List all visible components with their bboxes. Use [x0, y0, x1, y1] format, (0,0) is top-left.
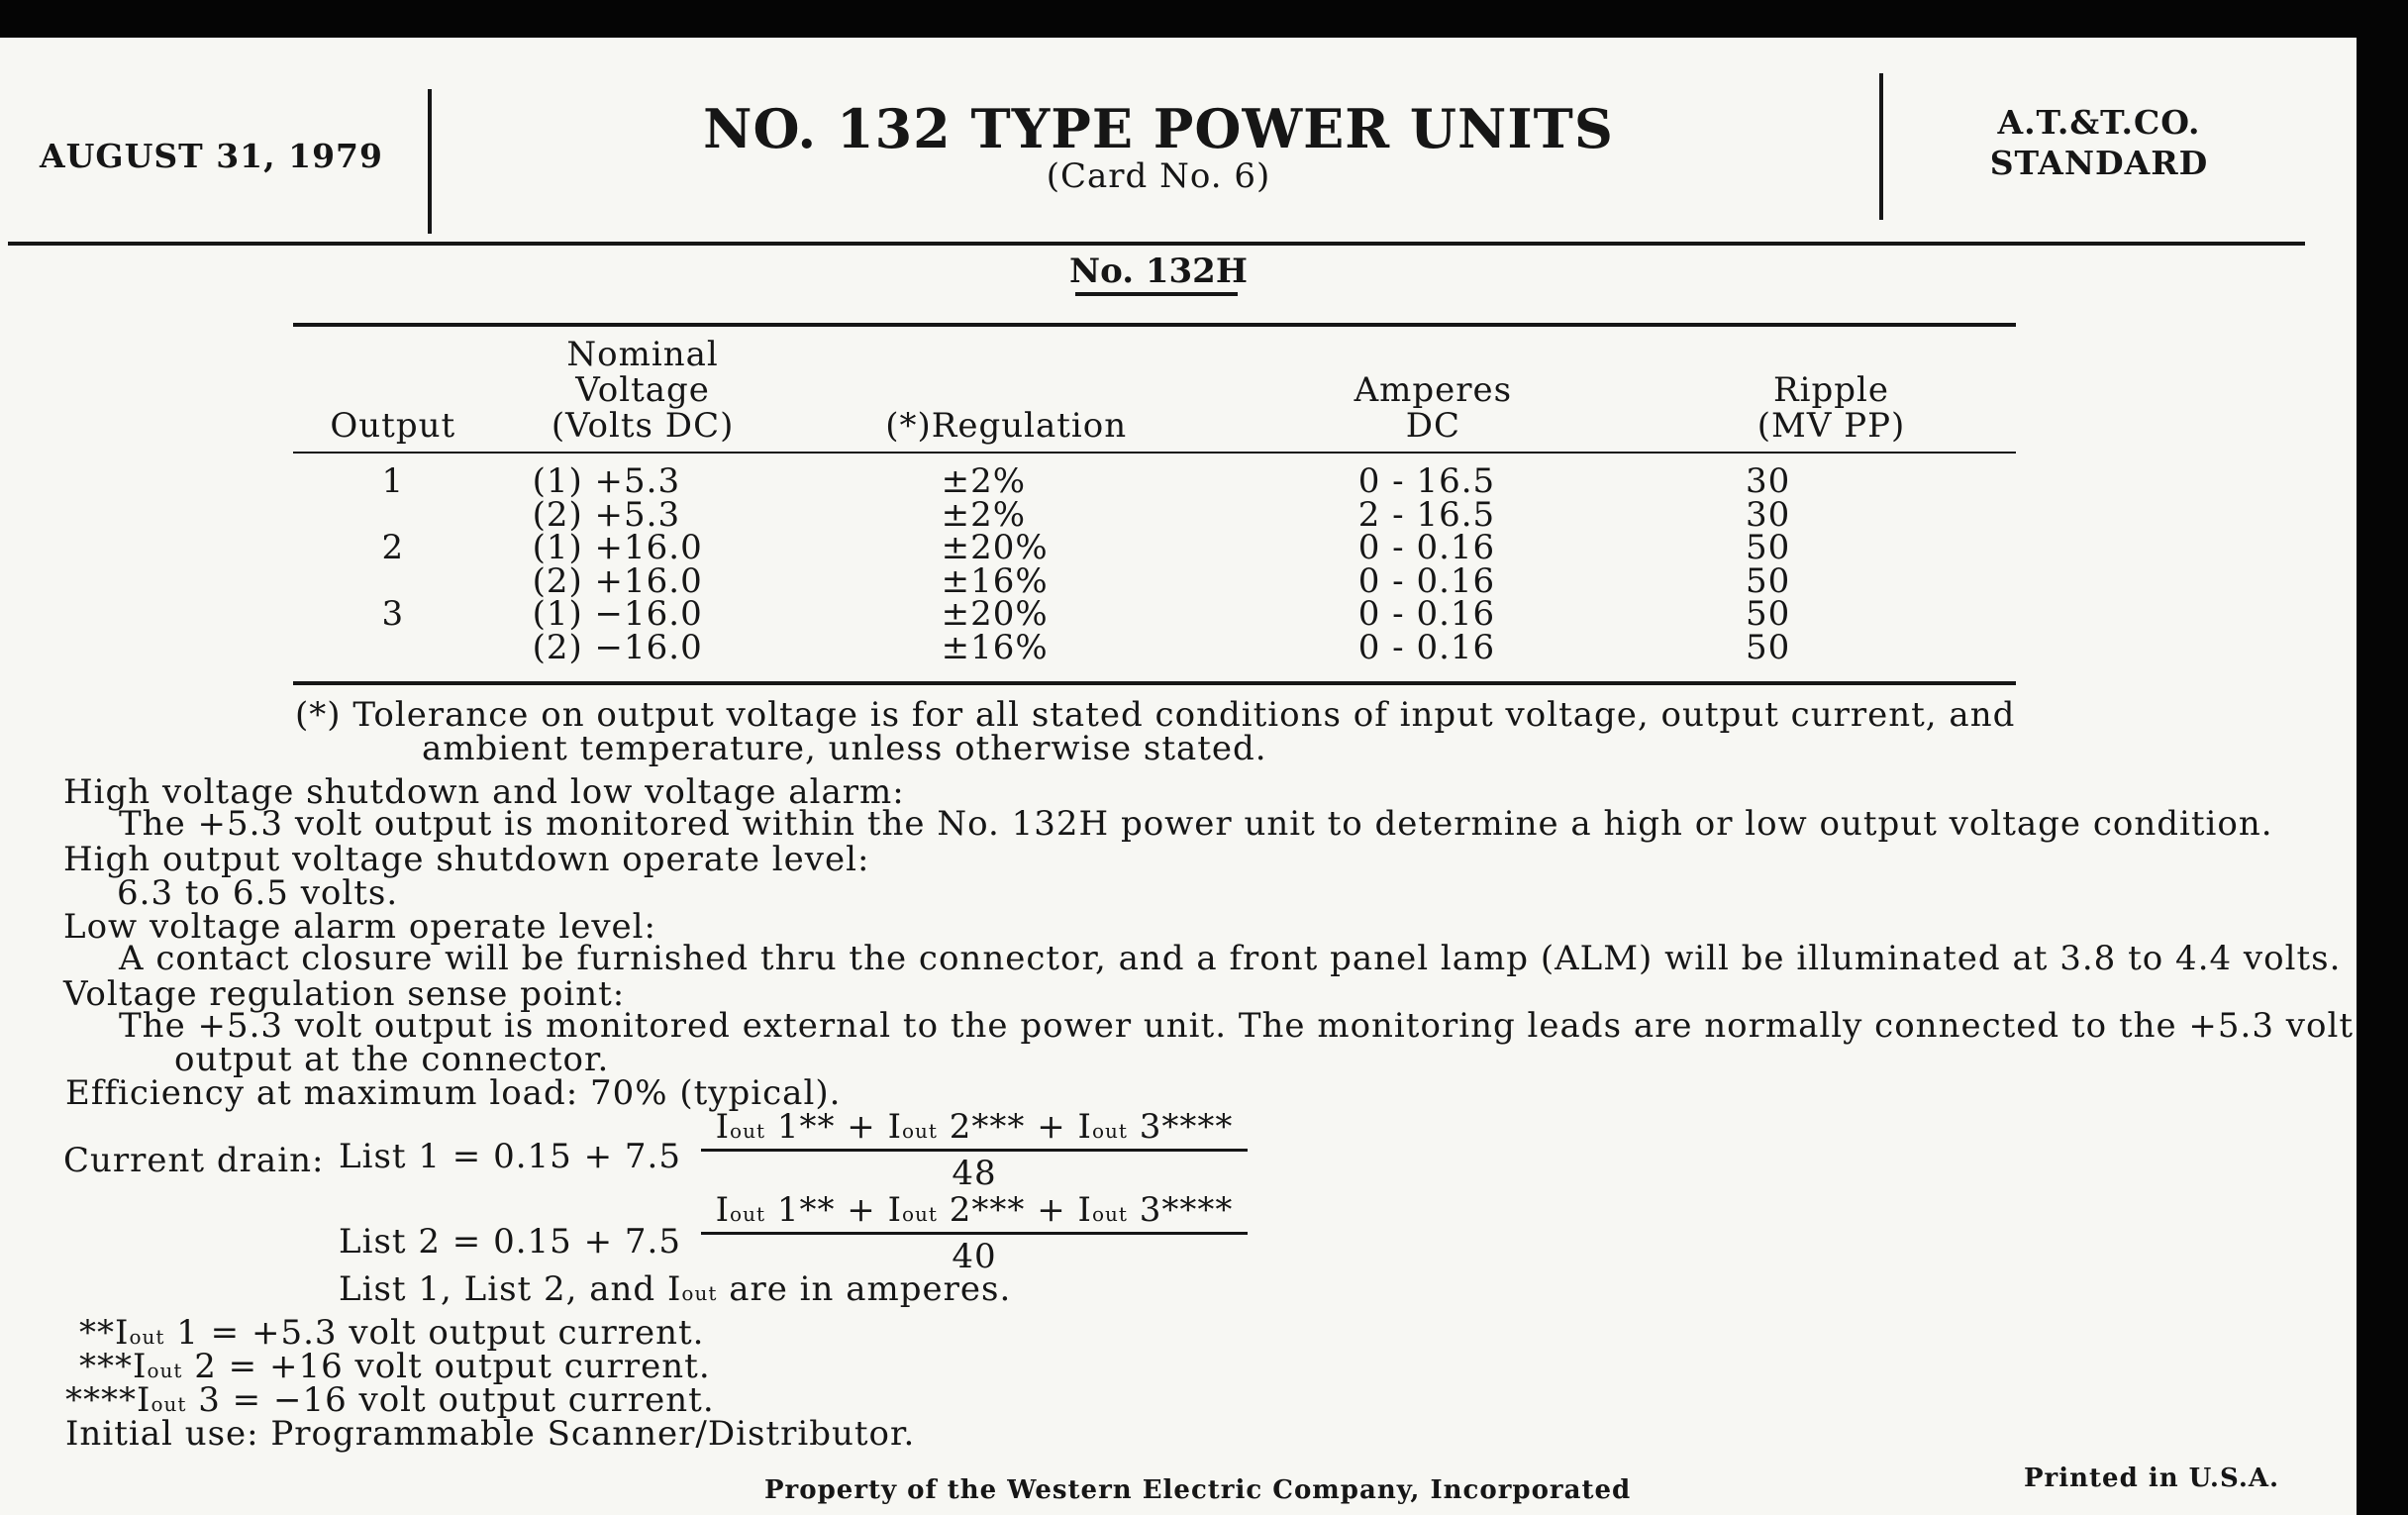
header-divider-right	[1879, 73, 1883, 220]
header-rule	[8, 242, 2305, 246]
card-number: (Card No. 6)	[1046, 156, 1271, 196]
cell-regulation: ±20%	[941, 528, 1049, 567]
table-row	[293, 598, 2016, 632]
standard-label: STANDARD	[1989, 144, 2209, 182]
cell-amperes: 0 - 0.16	[1357, 594, 1496, 634]
units-note: List 1, List 2, and Iout are in amperes.	[339, 1269, 1012, 1309]
cell-amperes: 0 - 0.16	[1357, 627, 1496, 667]
section-heading-alarm-level: Low voltage alarm operate level:	[63, 907, 656, 947]
cell-ripple: 50	[1745, 560, 1791, 601]
cell-amperes: 0 - 16.5	[1357, 461, 1496, 501]
definition-iout2: ***Iout 2 = +16 volt output current.	[79, 1347, 711, 1386]
cell-output: 3	[381, 594, 405, 634]
col-nominal-voltage	[493, 325, 793, 453]
fraction-denominator: 48	[952, 1154, 997, 1193]
col-nominal-line2: Voltage	[575, 370, 710, 410]
cell-output	[293, 632, 493, 673]
col-nominal-line3: (Volts DC)	[551, 406, 735, 446]
section-heading-sense-point: Voltage regulation sense point:	[63, 974, 626, 1014]
col-ripple-line1: Ripple	[1772, 370, 1889, 410]
body-text-alarm: A contact closure will be furnished thru the connector, and a front panel lamp (ALM) will be illuminated at 3.8 to 4.4 volts.	[119, 939, 2342, 978]
cell-voltage: (2) −16.0	[532, 627, 703, 667]
section-heading-shutdown: High voltage shutdown and low voltage alarm:	[63, 772, 905, 812]
fraction-list1	[701, 1107, 1248, 1193]
property-notice: Property of the Western Electric Company, Incorporated	[764, 1475, 1632, 1505]
cell-voltage: (2) +5.3	[532, 494, 681, 535]
fraction-list2	[701, 1190, 1248, 1276]
cell-output: 2	[381, 528, 405, 567]
cell-amperes: 0 - 0.16	[1357, 528, 1496, 567]
fraction-numerator: Iout 1** + Iout 2*** + Iout 3****	[701, 1190, 1248, 1235]
footnote-line2: ambient temperature, unless otherwise stated.	[422, 729, 1267, 768]
page-title: NO. 132 TYPE POWER UNITS	[703, 97, 1614, 160]
initial-use-line: Initial use: Programmable Scanner/Distributor.	[65, 1414, 916, 1454]
model-heading: No. 132H	[1069, 252, 1248, 291]
cell-ripple: 30	[1745, 494, 1791, 535]
table-header-row	[293, 325, 2016, 453]
standard-org: A.T.&T.CO.	[1997, 103, 2201, 142]
cell-regulation: ±2%	[941, 494, 1027, 535]
cell-voltage: (1) +5.3	[532, 461, 681, 501]
footnote-line1: (*) Tolerance on output voltage is for all stated conditions of input voltage, output current, and	[295, 695, 2016, 735]
cell-output	[293, 565, 493, 599]
cell-ripple: 50	[1745, 627, 1791, 667]
col-regulation: (*)Regulation	[885, 406, 1128, 446]
definition-iout1: **Iout 1 = +5.3 volt output current.	[79, 1313, 705, 1353]
table-row	[293, 565, 2016, 599]
cell-ripple: 30	[1745, 461, 1791, 501]
col-ripple	[1647, 325, 2016, 453]
cell-voltage: (1) +16.0	[532, 528, 703, 567]
section-heading-shutdown-level: High output voltage shutdown operate level:	[63, 840, 870, 879]
cell-ripple: 50	[1745, 528, 1791, 567]
card-date: AUGUST 31, 1979	[40, 137, 383, 175]
efficiency-line: Efficiency at maximum load: 70% (typical).	[65, 1073, 842, 1113]
col-output: Output	[330, 406, 456, 446]
cell-ripple: 50	[1745, 594, 1791, 634]
col-nominal-line1: Nominal	[566, 335, 719, 374]
scan-top-border	[0, 0, 2408, 38]
col-amperes-line2: DC	[1405, 406, 1460, 446]
cell-regulation: ±16%	[941, 560, 1049, 601]
col-amperes	[1220, 325, 1647, 453]
printed-notice: Printed in U.S.A.	[2024, 1464, 2280, 1493]
fraction-denominator: 40	[952, 1237, 997, 1276]
cell-voltage: (2) +16.0	[532, 560, 703, 601]
spec-table	[293, 323, 2016, 672]
cell-regulation: ±2%	[941, 461, 1027, 501]
body-text-monitor: The +5.3 volt output is monitored within the No. 132H power unit to determine a high or low output voltage condition.	[119, 804, 2273, 844]
col-amperes-line1: Amperes	[1354, 370, 1513, 410]
definition-iout3: ****Iout 3 = −16 volt output current.	[65, 1380, 715, 1420]
cell-amperes: 0 - 0.16	[1357, 560, 1496, 601]
table-row	[293, 499, 2016, 533]
fraction-numerator: Iout 1** + Iout 2*** + Iout 3****	[701, 1107, 1248, 1152]
current-drain-label: Current drain:	[63, 1141, 325, 1180]
model-underline	[1075, 292, 1238, 296]
table-row	[293, 453, 2016, 499]
formula-list2: List 2 = 0.15 + 7.5	[339, 1222, 681, 1262]
cell-output: 1	[381, 461, 405, 501]
body-text-sense-point-cont: output at the connector.	[174, 1040, 610, 1079]
body-text-sense-point: The +5.3 volt output is monitored external to the power unit. The monitoring leads are normally connected to the +5.3 volt	[119, 1006, 2355, 1046]
table-bottom-rule	[293, 681, 2016, 685]
cell-regulation: ±16%	[941, 627, 1049, 667]
cell-output	[293, 499, 493, 533]
formula-list1: List 1 = 0.15 + 7.5	[339, 1137, 681, 1176]
header-divider-left	[428, 89, 432, 234]
cell-regulation: ±20%	[941, 594, 1049, 634]
table-row	[293, 532, 2016, 565]
table-row	[293, 632, 2016, 673]
body-text-shutdown-level: 6.3 to 6.5 volts.	[117, 873, 399, 913]
cell-amperes: 2 - 16.5	[1357, 494, 1496, 535]
col-ripple-line2: (MV PP)	[1756, 406, 1906, 446]
cell-voltage: (1) −16.0	[532, 594, 703, 634]
